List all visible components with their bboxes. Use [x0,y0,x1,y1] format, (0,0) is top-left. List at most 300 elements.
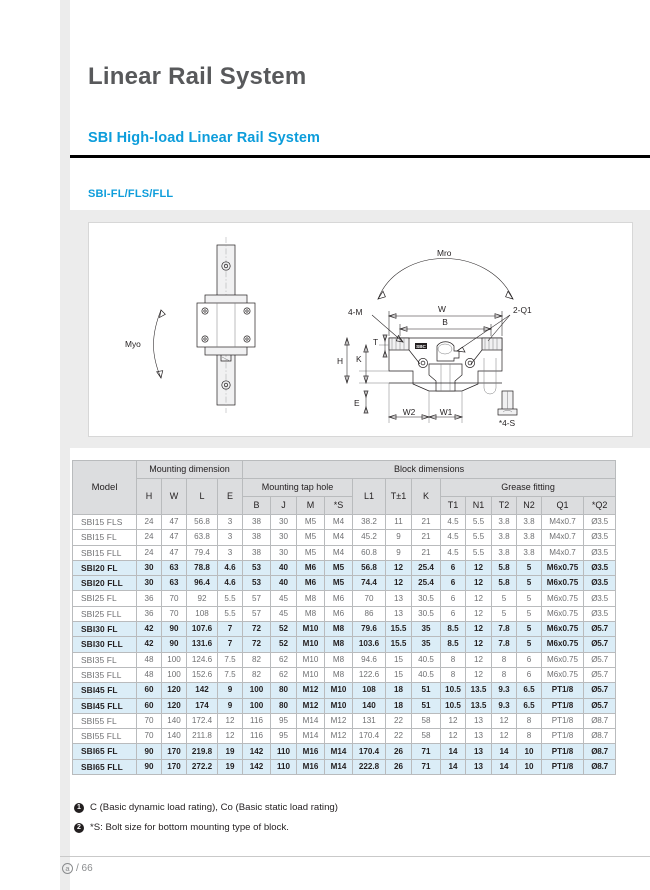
cell-n1: 12 [466,667,492,682]
cell-m: M10 [297,667,325,682]
figure-label-4m: 4-M [348,307,363,317]
cell-k: 58 [412,729,441,744]
cell-l: 272.2 [187,759,218,774]
footnote-marker-icon: 1 [74,803,84,813]
cell-n1: 13 [466,759,492,774]
cell-h: 60 [137,683,162,698]
header-col-b: B [243,497,271,515]
cell-s: M12 [325,729,353,744]
cell-l: 172.4 [187,713,218,728]
table-head-row-1 [73,461,616,479]
cell-l: 152.6 [187,667,218,682]
cell-l1: 140 [353,698,386,713]
cell-s: M4 [325,530,353,545]
cell-l1: 122.6 [353,667,386,682]
cell-j: 110 [271,744,297,759]
figure-label-w: W [438,304,446,314]
cell-t1: 15.5 [386,637,412,652]
table-row [73,622,616,637]
cell-n1: 13.5 [466,683,492,698]
cell-m: M16 [297,744,325,759]
cell-w: 63 [162,560,187,575]
figure-label-w2: W2 [402,407,416,417]
cell-l1: 60.8 [353,545,386,560]
table-row [73,713,616,728]
cell-model: SBI15 FL [73,530,137,545]
cell-model: SBI15 FLS [73,515,137,530]
cell-b: 53 [243,576,271,591]
cell-model: SBI15 FLL [73,545,137,560]
cell-l1: 56.8 [353,560,386,575]
cell-k: 58 [412,713,441,728]
cell-k: 51 [412,698,441,713]
cell-model: SBI45 FLL [73,698,137,713]
cell-q2: Ø3.5 [584,545,616,560]
cell-h: 36 [137,591,162,606]
footnote-marker-icon: 2 [74,823,84,833]
page-footer [62,863,93,874]
cell-t2: 3.8 [492,530,517,545]
cell-k: 21 [412,530,441,545]
figure-label-k: K [356,354,362,364]
cell-h: 90 [137,744,162,759]
cell-s: M10 [325,698,353,713]
cell-t1: 10.5 [441,683,466,698]
figure-label-2q1: 2-Q1 [513,305,532,315]
cell-q1: M4x0.7 [542,515,584,530]
cell-t1: 9 [386,545,412,560]
cell-l: 56.8 [187,515,218,530]
cell-j: 95 [271,729,297,744]
cell-k: 51 [412,683,441,698]
cell-b: 116 [243,729,271,744]
cell-h: 36 [137,606,162,621]
cell-t2: 3.8 [492,545,517,560]
cell-w: 47 [162,530,187,545]
cell-h: 70 [137,713,162,728]
cell-q2: Ø8.7 [584,744,616,759]
cell-l: 92 [187,591,218,606]
cell-n1: 5.5 [466,545,492,560]
cell-t1: 12 [386,576,412,591]
header-col-h: H [137,479,162,515]
figure-label-e: E [354,398,360,408]
header-col-e: E [218,479,243,515]
cell-t1: 12 [386,560,412,575]
cell-w: 70 [162,591,187,606]
cell-s: M8 [325,667,353,682]
cell-w: 170 [162,759,187,774]
cell-t1: 14 [441,759,466,774]
cell-e: 7 [218,622,243,637]
cell-b: 72 [243,637,271,652]
cell-e: 7.5 [218,667,243,682]
cell-n1: 12 [466,606,492,621]
cell-t1: 14 [441,744,466,759]
cell-k: 40.5 [412,667,441,682]
cell-t1: 15 [386,667,412,682]
cell-q1: M6x0.75 [542,606,584,621]
cell-n2: 6 [517,652,542,667]
cell-j: 30 [271,530,297,545]
cell-w: 140 [162,729,187,744]
cell-t2: 9.3 [492,698,517,713]
cell-t1: 26 [386,744,412,759]
cell-e: 3 [218,530,243,545]
cell-q1: M4x0.7 [542,545,584,560]
cell-model: SBI30 FL [73,622,137,637]
cell-n2: 10 [517,744,542,759]
drawing-section-view [337,248,532,428]
cell-l: 96.4 [187,576,218,591]
cell-s: M8 [325,622,353,637]
cell-w: 90 [162,637,187,652]
header-block-dimensions: Block dimensions [243,461,616,479]
cell-t2: 14 [492,744,517,759]
header-col-l: L [187,479,218,515]
cell-l1: 170.4 [353,729,386,744]
cell-w: 100 [162,652,187,667]
cell-e: 7 [218,637,243,652]
cell-t2: 12 [492,713,517,728]
cell-j: 110 [271,759,297,774]
cell-j: 52 [271,622,297,637]
cell-s: M8 [325,652,353,667]
cell-model: SBI35 FL [73,652,137,667]
cell-n1: 12 [466,591,492,606]
cell-s: M14 [325,759,353,774]
cell-l1: 170.4 [353,744,386,759]
cell-j: 40 [271,576,297,591]
table-row [73,667,616,682]
table-row [73,683,616,698]
cell-t2: 3.8 [492,515,517,530]
cell-q2: Ø3.5 [584,530,616,545]
header-mounting-dimension: Mounting dimension [137,461,243,479]
cell-n1: 13 [466,729,492,744]
cell-n2: 5 [517,622,542,637]
cell-k: 30.5 [412,606,441,621]
cell-q2: Ø3.5 [584,515,616,530]
figure-label-mro: Mro [437,248,452,258]
cell-n1: 12 [466,560,492,575]
technical-drawing [89,223,634,438]
cell-m: M14 [297,713,325,728]
header-col-j: J [271,497,297,515]
cell-m: M12 [297,698,325,713]
cell-k: 35 [412,622,441,637]
cell-q1: PT1/8 [542,729,584,744]
cell-q1: PT1/8 [542,713,584,728]
cell-m: M5 [297,515,325,530]
cell-s: M6 [325,591,353,606]
cell-t1: 6 [441,576,466,591]
cell-l1: 94.6 [353,652,386,667]
cell-e: 4.6 [218,560,243,575]
cell-l: 79.4 [187,545,218,560]
cell-j: 80 [271,683,297,698]
cell-j: 45 [271,591,297,606]
figure-label-b: B [442,317,448,327]
cell-h: 90 [137,759,162,774]
cell-model: SBI35 FLL [73,667,137,682]
cell-q2: Ø3.5 [584,560,616,575]
specification-table [72,460,616,775]
cell-model: SBI65 FLL [73,759,137,774]
page-number: / 66 [76,863,93,874]
header-col-q2: *Q2 [584,497,616,515]
cell-b: 38 [243,515,271,530]
cell-t2: 7.8 [492,637,517,652]
cell-s: M8 [325,637,353,652]
cell-m: M6 [297,560,325,575]
cell-model: SBI65 FL [73,744,137,759]
table-row [73,744,616,759]
cell-n2: 6.5 [517,683,542,698]
footnote-text: C (Basic dynamic load rating), Co (Basic static load rating) [90,802,338,813]
cell-l1: 86 [353,606,386,621]
cell-q1: M4x0.7 [542,530,584,545]
table-row [73,729,616,744]
cell-model: SBI55 FLL [73,729,137,744]
figure-panel [88,222,633,437]
cell-m: M10 [297,622,325,637]
cell-t1: 11 [386,515,412,530]
header-col-m: M [297,497,325,515]
table-row [73,576,616,591]
header-col-s: *S [325,497,353,515]
table-row [73,530,616,545]
cell-l1: 103.6 [353,637,386,652]
cell-l: 211.8 [187,729,218,744]
cell-j: 40 [271,560,297,575]
cell-w: 120 [162,698,187,713]
cell-l1: 38.2 [353,515,386,530]
cell-k: 71 [412,744,441,759]
cell-n1: 12 [466,576,492,591]
table-row [73,637,616,652]
cell-k: 21 [412,515,441,530]
specification-table-wrapper [72,460,615,775]
cell-q1: M6x0.75 [542,622,584,637]
table-body [73,515,616,775]
cell-n2: 5 [517,637,542,652]
table-row [73,606,616,621]
cell-t2: 5.8 [492,560,517,575]
cell-w: 140 [162,713,187,728]
cell-j: 62 [271,667,297,682]
cell-l: 131.6 [187,637,218,652]
cell-l: 124.6 [187,652,218,667]
header-model: Model [73,461,137,515]
cell-s: M4 [325,545,353,560]
cell-model: SBI30 FLL [73,637,137,652]
cell-l: 63.8 [187,530,218,545]
cell-q1: PT1/8 [542,759,584,774]
cell-t2: 9.3 [492,683,517,698]
cell-t1: 22 [386,729,412,744]
cell-t1: 18 [386,698,412,713]
cell-w: 120 [162,683,187,698]
cell-s: M12 [325,713,353,728]
cell-w: 170 [162,744,187,759]
drawing-plan-view [125,237,255,413]
cell-k: 35 [412,637,441,652]
cell-t1: 8 [441,652,466,667]
cell-m: M10 [297,652,325,667]
cell-e: 5.5 [218,591,243,606]
cell-b: 82 [243,652,271,667]
cell-w: 70 [162,606,187,621]
cell-n1: 12 [466,652,492,667]
cell-t1: 18 [386,683,412,698]
cell-j: 52 [271,637,297,652]
section-title: SBI High-load Linear Rail System [88,130,321,146]
table-row [73,515,616,530]
cell-n1: 5.5 [466,530,492,545]
cell-t1: 4.5 [441,545,466,560]
cell-t2: 14 [492,759,517,774]
table-row [73,698,616,713]
cell-model: SBI25 FL [73,591,137,606]
cell-j: 62 [271,652,297,667]
cell-j: 80 [271,698,297,713]
cell-k: 25.4 [412,576,441,591]
cell-w: 100 [162,667,187,682]
cell-t1: 4.5 [441,530,466,545]
cell-s: M10 [325,683,353,698]
table-row [73,591,616,606]
cell-n1: 13 [466,713,492,728]
cell-t1: 6 [441,606,466,621]
cell-h: 70 [137,729,162,744]
cell-q2: Ø3.5 [584,606,616,621]
cell-t1: 13 [386,591,412,606]
cell-q1: M6x0.75 [542,591,584,606]
cell-b: 38 [243,530,271,545]
cell-t1: 6 [441,560,466,575]
cell-s: M14 [325,744,353,759]
cell-n2: 3.8 [517,545,542,560]
cell-s: M5 [325,560,353,575]
page-mark-icon: a [62,863,73,874]
cell-e: 12 [218,729,243,744]
cell-n2: 6 [517,667,542,682]
cell-e: 3 [218,515,243,530]
cell-b: 142 [243,759,271,774]
header-col-l1: L1 [353,479,386,515]
cell-t1: 12 [441,713,466,728]
cell-n2: 3.8 [517,530,542,545]
cell-n2: 10 [517,759,542,774]
cell-l1: 70 [353,591,386,606]
cell-b: 100 [243,698,271,713]
sub-section-title: SBI-FL/FLS/FLL [88,188,174,200]
cell-h: 42 [137,622,162,637]
cell-q2: Ø5.7 [584,683,616,698]
cell-q2: Ø3.5 [584,576,616,591]
cell-m: M8 [297,591,325,606]
cell-b: 142 [243,744,271,759]
cell-t1: 26 [386,759,412,774]
cell-t2: 5.8 [492,576,517,591]
cell-e: 5.5 [218,606,243,621]
cell-n1: 12 [466,637,492,652]
cell-n2: 5 [517,560,542,575]
cell-m: M5 [297,530,325,545]
cell-e: 3 [218,545,243,560]
cell-q1: M6x0.75 [542,667,584,682]
footnotes [74,802,614,842]
cell-l1: 45.2 [353,530,386,545]
figure-label-brand: SBC [416,344,426,349]
cell-q2: Ø8.7 [584,713,616,728]
cell-t1: 15 [386,652,412,667]
left-margin-strip [60,0,70,890]
cell-e: 9 [218,698,243,713]
table-head-row-2 [73,479,616,497]
cell-q1: PT1/8 [542,698,584,713]
figure-label-t: T [373,337,379,347]
header-col-n1: N1 [466,497,492,515]
cell-l: 78.8 [187,560,218,575]
cell-l1: 131 [353,713,386,728]
cell-b: 100 [243,683,271,698]
footnote [74,822,614,833]
cell-l1: 79.6 [353,622,386,637]
cell-k: 40.5 [412,652,441,667]
footnote-text: *S: Bolt size for bottom mounting type of block. [90,822,289,833]
cell-t1: 4.5 [441,515,466,530]
table-row [73,560,616,575]
cell-h: 24 [137,545,162,560]
cell-model: SBI20 FL [73,560,137,575]
cell-j: 45 [271,606,297,621]
cell-q1: M6x0.75 [542,560,584,575]
header-col-t: T±1 [386,479,412,515]
cell-s: M5 [325,576,353,591]
cell-t1: 22 [386,713,412,728]
cell-e: 9 [218,683,243,698]
header-grease-fitting: Grease fitting [441,479,616,497]
cell-k: 21 [412,545,441,560]
cell-l: 108 [187,606,218,621]
footer-divider [60,856,650,857]
cell-t2: 8 [492,667,517,682]
cell-b: 38 [243,545,271,560]
cell-t1: 9 [386,530,412,545]
cell-t2: 12 [492,729,517,744]
cell-n1: 13 [466,744,492,759]
cell-n2: 5 [517,591,542,606]
cell-b: 72 [243,622,271,637]
cell-t1: 10.5 [441,698,466,713]
cell-model: SBI20 FLL [73,576,137,591]
cell-b: 82 [243,667,271,682]
cell-j: 30 [271,515,297,530]
cell-s: M4 [325,515,353,530]
cell-q1: M6x0.75 [542,652,584,667]
cell-t2: 8 [492,652,517,667]
cell-l: 219.8 [187,744,218,759]
cell-j: 95 [271,713,297,728]
cell-l: 142 [187,683,218,698]
cell-n2: 5 [517,576,542,591]
cell-t1: 6 [441,591,466,606]
figure-label-myo: Myo [125,339,141,349]
header-col-n2: N2 [517,497,542,515]
cell-q1: PT1/8 [542,744,584,759]
